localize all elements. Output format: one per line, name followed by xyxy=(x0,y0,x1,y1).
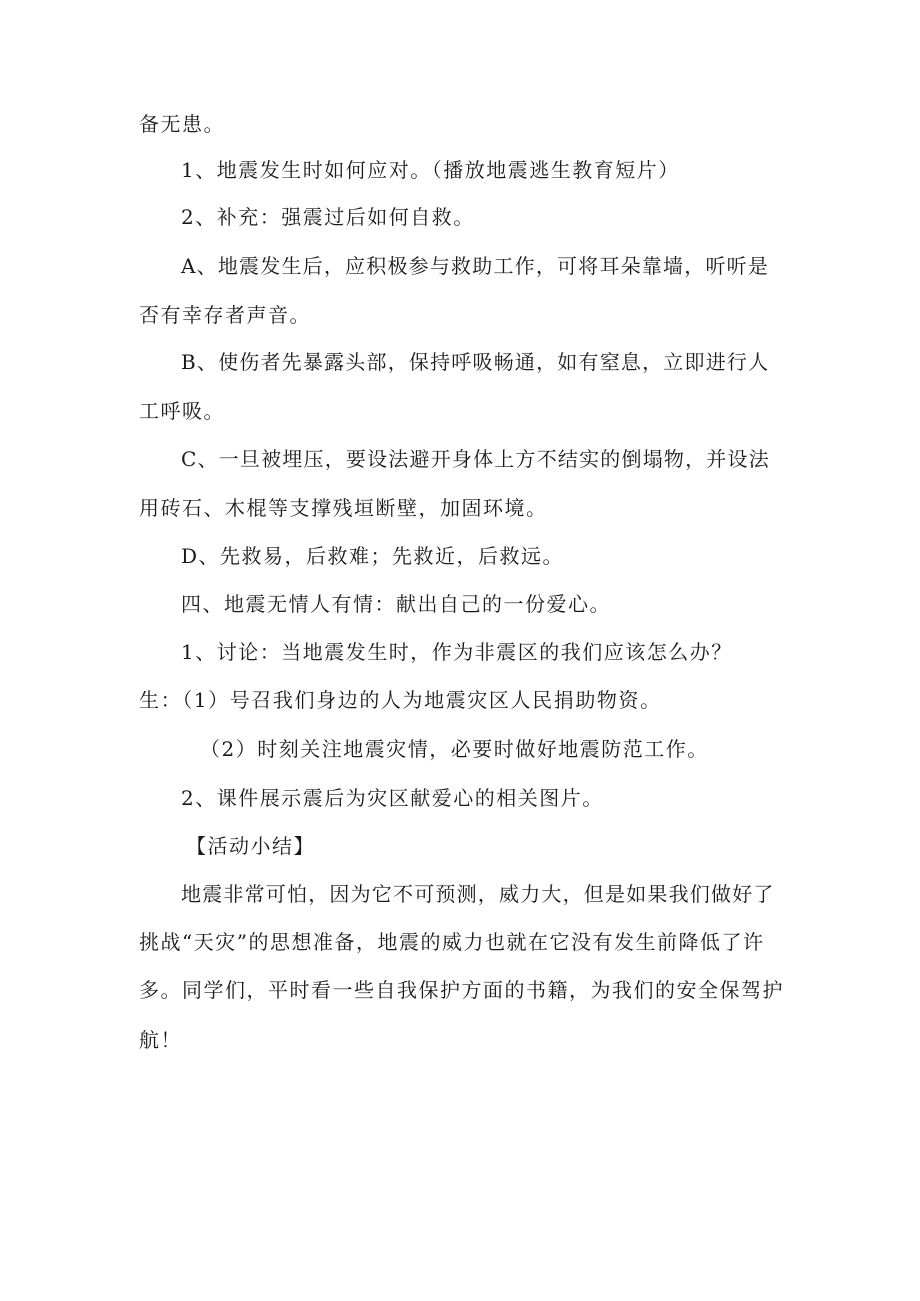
text-line: 1、地震发生时如何应对。（播放地震逃生教育短片） xyxy=(181,158,680,182)
summary-heading: 【活动小结】 xyxy=(186,834,315,858)
text-line: 用砖石、木棍等支撑残垣断壁，加固环境。 xyxy=(139,496,548,520)
text-line: 多。同学们，平时看一些自我保护方面的书籍，为我们的安全保驾护 xyxy=(139,978,784,1002)
section-heading: 四、地震无情人有情：献出自己的一份爱心。 xyxy=(181,592,611,616)
text-line: 备无患。 xyxy=(139,112,225,136)
text-line: 挑战“天灾”的思想准备，地震的威力也就在它没有发生前降低了许 xyxy=(139,930,765,954)
text-line: 地震非常可怕，因为它不可预测，威力大，但是如果我们做好了 xyxy=(181,882,775,906)
text-line: C、一旦被埋压，要设法避开身体上方不结实的倒塌物，并设法 xyxy=(181,447,770,471)
text-line: 1、讨论：当地震发生时，作为非震区的我们应该怎么办？ xyxy=(181,640,733,664)
text-line: 生：（1）号召我们身边的人为地震灾区人民捐助物资。 xyxy=(139,688,662,712)
text-line: 2、课件展示震后为灾区献爱心的相关图片。 xyxy=(181,786,604,810)
text-line: A、地震发生后，应积极参与救助工作，可将耳朵靠墙，听听是 xyxy=(181,254,770,278)
text-line: 2、补充：强震过后如何自救。 xyxy=(181,205,475,229)
text-line: 工呼吸。 xyxy=(139,399,225,423)
text-line: D、先救易，后救难；先救近，后救远。 xyxy=(181,544,565,568)
text-line: B、使伤者先暴露头部，保持呼吸畅通，如有窒息，立即进行人 xyxy=(181,350,770,374)
text-line: 航！ xyxy=(139,1028,182,1052)
text-line: （2）时刻关注地震灾情，必要时做好地震防范工作。 xyxy=(200,737,709,761)
text-line: 否有幸存者声音。 xyxy=(139,303,311,327)
